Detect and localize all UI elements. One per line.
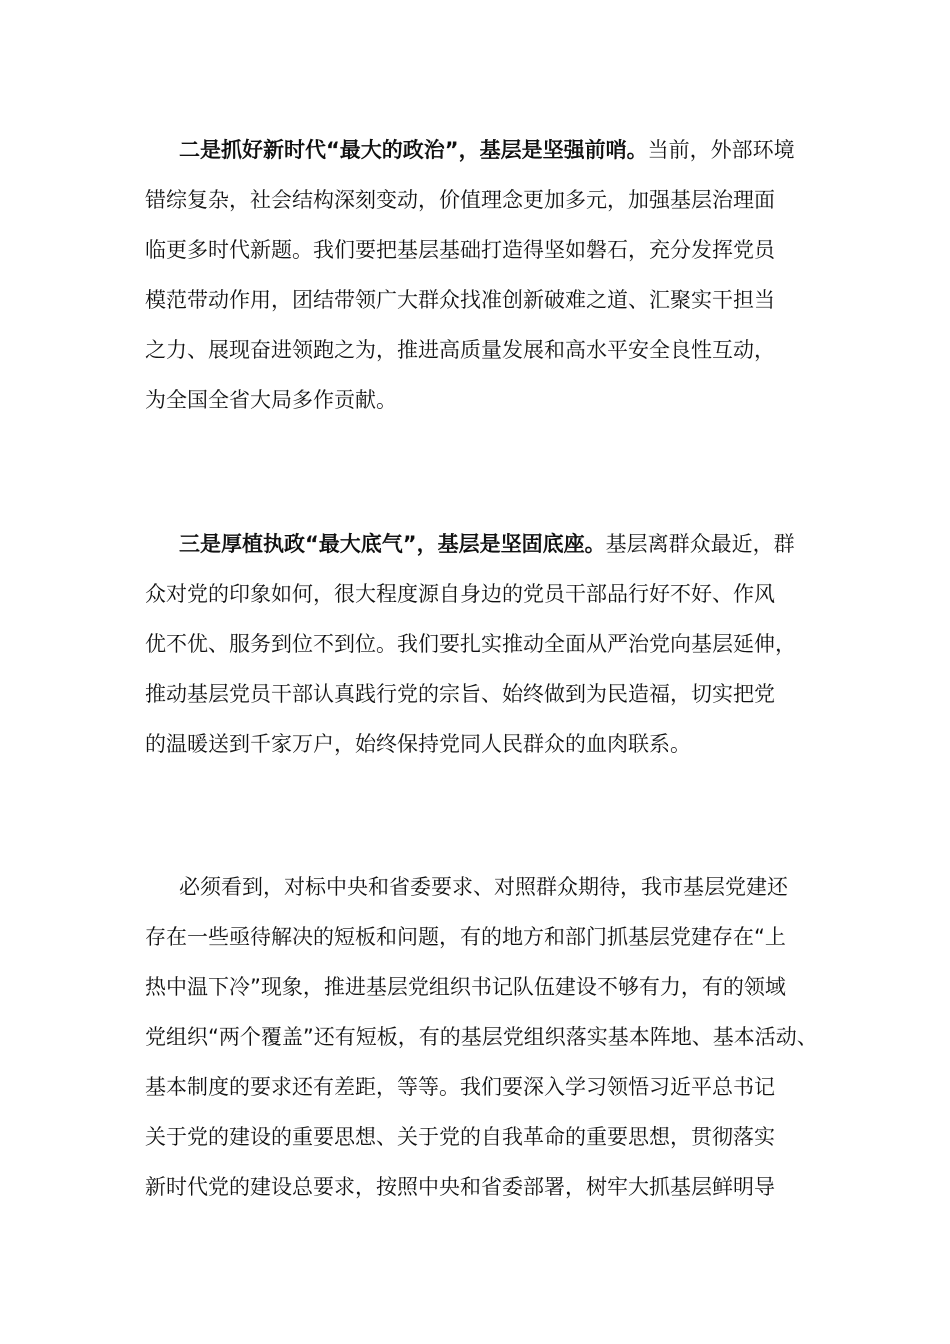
paragraph-line: 模范带动作用，团结带领广大群众找准创新破难之道、汇聚实干担当 [145, 288, 775, 312]
paragraph-line: 推动基层党员干部认真践行党的宗旨、始终做到为民造福，切实把党 [145, 682, 775, 706]
paragraph-line: 众对党的印象如何，很大程度源自身边的党员干部品行好不好、作风 [145, 582, 775, 606]
paragraph-line: 为全国全省大局多作贡献。 [145, 388, 397, 412]
paragraph-line [145, 125, 825, 175]
paragraph-line [145, 519, 825, 569]
paragraph-shortcomings [145, 862, 825, 1212]
paragraph-text: 基层离群众最近，群 [605, 532, 795, 556]
paragraph-third-point [145, 519, 825, 769]
paragraph-line: 党组织“两个覆盖”还有短板，有的基层党组织落实基本阵地、基本活动、 [145, 1025, 818, 1049]
paragraph-second-point [145, 125, 825, 425]
paragraph-line: 的温暖送到千家万户，始终保持党同人民群众的血肉联系。 [145, 732, 691, 756]
paragraph-line: 热中温下冷”现象，推进基层党组织书记队伍建设不够有力，有的领域 [145, 975, 786, 999]
paragraph-line: 关于党的建设的重要思想、关于党的自我革命的重要思想，贯彻落实 [145, 1125, 775, 1149]
paragraph-line: 基本制度的要求还有差距，等等。我们要深入学习领悟习近平总书记 [145, 1075, 775, 1099]
paragraph-lead-heading: 二是抓好新时代“最大的政治”，基层是坚强前哨。 [179, 138, 648, 162]
paragraph-text: 当前，外部环境 [647, 138, 795, 162]
paragraph-line: 临更多时代新题。我们要把基层基础打造得坚如磐石，充分发挥党员 [145, 238, 775, 262]
paragraph-line: 必须看到，对标中央和省委要求、对照群众期待，我市基层党建还 [179, 875, 788, 899]
paragraph-lead-heading: 三是厚植执政“最大底气”，基层是坚固底座。 [179, 532, 606, 556]
paragraph-line: 新时代党的建设总要求，按照中央和省委部署，树牢大抓基层鲜明导 [145, 1175, 775, 1199]
paragraph-line: 存在一些亟待解决的短板和问题，有的地方和部门抓基层党建存在“上 [145, 925, 786, 949]
paragraph-line: 优不优、服务到位不到位。我们要扎实推动全面从严治党向基层延伸， [145, 632, 796, 656]
paragraph-line: 之力、展现奋进领跑之为，推进高质量发展和高水平安全良性互动， [145, 338, 775, 362]
paragraph-line: 错综复杂，社会结构深刻变动，价值理念更加多元，加强基层治理面 [145, 188, 775, 212]
